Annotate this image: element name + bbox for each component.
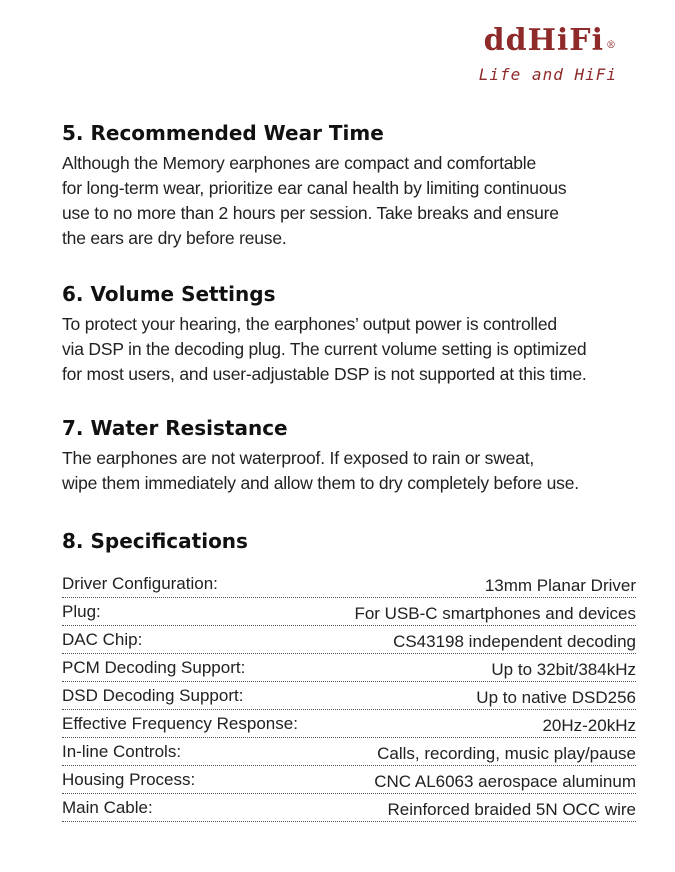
spec-row xyxy=(62,682,636,710)
spec-label: Driver Configuration: xyxy=(62,574,218,593)
spec-value: 13mm Planar Driver xyxy=(484,576,636,595)
section-body xyxy=(62,312,652,387)
spec-label: DAC Chip: xyxy=(62,630,143,649)
specifications-table xyxy=(62,570,636,822)
spec-value: 20Hz-20kHz xyxy=(542,716,636,735)
section-body xyxy=(62,446,652,496)
spec-value: Calls, recording, music play/pause xyxy=(377,744,636,763)
spec-row xyxy=(62,794,636,822)
brand-logo xyxy=(479,24,617,84)
spec-row xyxy=(62,570,636,598)
spec-label: DSD Decoding Support: xyxy=(62,686,244,705)
spec-value: Reinforced braided 5N OCC wire xyxy=(387,800,636,819)
body-line: To protect your hearing, the earphones’ output power is controlled xyxy=(62,314,557,334)
registered-mark: ® xyxy=(606,40,617,51)
section-heading: 5. Recommended Wear Time xyxy=(62,121,384,145)
spec-label: PCM Decoding Support: xyxy=(62,658,246,677)
section-wear-time xyxy=(62,121,652,251)
spec-value: CNC AL6063 aerospace aluminum xyxy=(374,772,636,791)
spec-row xyxy=(62,738,636,766)
logo-text: ddHiFi xyxy=(483,23,604,58)
spec-row xyxy=(62,766,636,794)
section-heading: 6. Volume Settings xyxy=(62,282,276,306)
spec-label: Effective Frequency Response: xyxy=(62,714,298,733)
body-line: via DSP in the decoding plug. The current volume setting is optimized xyxy=(62,339,587,359)
body-line: the ears are dry before reuse. xyxy=(62,228,287,248)
spec-value: CS43198 independent decoding xyxy=(393,632,636,651)
spec-value: For USB-C smartphones and devices xyxy=(354,604,636,623)
body-line: The earphones are not waterproof. If exposed to rain or sweat, xyxy=(62,448,535,468)
brand-tagline: Life and HiFi xyxy=(478,65,617,84)
spec-row xyxy=(62,598,636,626)
spec-value: Up to native DSD256 xyxy=(476,688,636,707)
spec-label: In-line Controls: xyxy=(62,742,182,761)
spec-row xyxy=(62,654,636,682)
spec-row xyxy=(62,626,636,654)
spec-label: Main Cable: xyxy=(62,798,153,817)
section-volume-settings xyxy=(62,282,652,387)
body-line: use to no more than 2 hours per session. Take breaks and ensure xyxy=(62,203,559,223)
spec-row xyxy=(62,710,636,738)
spec-label: Housing Process: xyxy=(62,770,196,789)
body-line: for most users, and user-adjustable DSP is not supported at this time. xyxy=(62,364,587,384)
section-water-resistance xyxy=(62,416,652,496)
section-heading: 8. Specifications xyxy=(62,529,248,553)
section-specifications xyxy=(62,529,652,553)
section-heading: 7. Water Resistance xyxy=(62,416,288,440)
body-line: for long-term wear, prioritize ear canal health by limiting continuous xyxy=(62,178,567,198)
section-body xyxy=(62,151,652,251)
spec-value: Up to 32bit/384kHz xyxy=(491,660,636,679)
spec-label: Plug: xyxy=(62,602,101,621)
body-line: wipe them immediately and allow them to dry completely before use. xyxy=(62,473,579,493)
body-line: Although the Memory earphones are compact and comfortable xyxy=(62,153,537,173)
